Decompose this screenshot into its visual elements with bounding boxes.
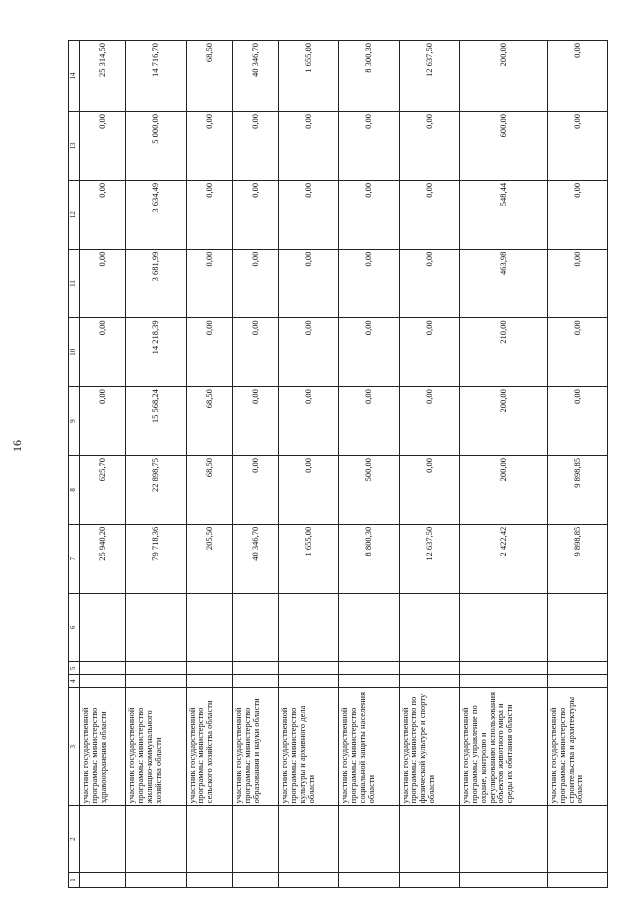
- table-row: [459, 41, 547, 888]
- col-header: 14: [69, 41, 80, 112]
- col-header: 11: [69, 249, 80, 318]
- cell-value-c14: 14 716,70: [126, 41, 186, 112]
- cell-empty: [186, 675, 232, 688]
- cell-participant: участник государственной программы: управление по охране, контролю и регулированию использования объектов животного мира и среды их обитания области: [459, 688, 547, 806]
- cell-empty: [232, 872, 278, 887]
- cell-empty: [339, 662, 399, 675]
- col-header: 4: [69, 675, 80, 688]
- cell-value-c12: 0,00: [279, 180, 339, 249]
- col-header: 5: [69, 662, 80, 675]
- col-header: 9: [69, 387, 80, 456]
- cell-value-c9: 68,50: [186, 387, 232, 456]
- col-header: 2: [69, 806, 80, 873]
- cell-empty: [547, 872, 607, 887]
- column-number-row: [69, 41, 80, 888]
- cell-value-c12: 0,00: [232, 180, 278, 249]
- cell-empty: [547, 662, 607, 675]
- cell-value-c7: 12 637,50: [399, 524, 459, 593]
- cell-empty: [80, 806, 126, 873]
- table-row: [339, 41, 399, 888]
- cell-value-c11: 0,00: [279, 249, 339, 318]
- col-header: 10: [69, 318, 80, 387]
- cell-value-c7: 1 655,00: [279, 524, 339, 593]
- cell-empty: [547, 593, 607, 662]
- cell-value-c11: 0,00: [186, 249, 232, 318]
- cell-empty: [232, 662, 278, 675]
- cell-value-c9: 0,00: [279, 387, 339, 456]
- cell-value-c11: 3 681,99: [126, 249, 186, 318]
- cell-value-c11: 0,00: [339, 249, 399, 318]
- cell-value-c8: 200,00: [459, 455, 547, 524]
- cell-empty: [126, 593, 186, 662]
- cell-value-c9: 0,00: [339, 387, 399, 456]
- cell-participant: участник государственной программы: министерство культуры и архивного дела области: [279, 688, 339, 806]
- cell-empty: [399, 806, 459, 873]
- cell-empty: [126, 675, 186, 688]
- cell-value-c10: 0,00: [232, 318, 278, 387]
- cell-value-c8: 500,00: [339, 455, 399, 524]
- cell-empty: [279, 872, 339, 887]
- cell-empty: [399, 675, 459, 688]
- cell-value-c10: 0,00: [80, 318, 126, 387]
- cell-value-c13: 0,00: [279, 112, 339, 181]
- cell-value-c14: 25 314,50: [80, 41, 126, 112]
- col-header: 6: [69, 593, 80, 662]
- cell-empty: [279, 662, 339, 675]
- cell-empty: [279, 593, 339, 662]
- page-number: 16: [10, 440, 24, 452]
- cell-empty: [232, 675, 278, 688]
- cell-participant: участник государственной программы: министерство социальной защиты населения области: [339, 688, 399, 806]
- cell-value-c8: 0,00: [232, 455, 278, 524]
- cell-empty: [547, 675, 607, 688]
- table-row: [186, 41, 232, 888]
- cell-value-c14: 40 346,70: [232, 41, 278, 112]
- cell-value-c13: 5 000,00: [126, 112, 186, 181]
- cell-value-c10: 14 218,39: [126, 318, 186, 387]
- cell-value-c11: 0,00: [547, 249, 607, 318]
- cell-empty: [459, 593, 547, 662]
- cell-value-c14: 8 300,30: [339, 41, 399, 112]
- cell-participant: участник государственной программы: министерство образования и науки области: [232, 688, 278, 806]
- cell-empty: [459, 806, 547, 873]
- cell-value-c9: 0,00: [399, 387, 459, 456]
- cell-empty: [232, 593, 278, 662]
- cell-empty: [399, 662, 459, 675]
- cell-empty: [339, 872, 399, 887]
- cell-value-c13: 0,00: [399, 112, 459, 181]
- cell-value-c11: 0,00: [80, 249, 126, 318]
- cell-empty: [186, 662, 232, 675]
- cell-value-c12: 548,44: [459, 180, 547, 249]
- cell-value-c11: 0,00: [232, 249, 278, 318]
- col-header: 1: [69, 872, 80, 887]
- cell-value-c13: 600,00: [459, 112, 547, 181]
- cell-participant: участник государственной программы: министерство по физической культуре и спорту области: [399, 688, 459, 806]
- cell-value-c14: 68,50: [186, 41, 232, 112]
- table-sheet: [68, 40, 608, 888]
- cell-value-c14: 0,00: [547, 41, 607, 112]
- cell-value-c8: 68,50: [186, 455, 232, 524]
- cell-value-c9: 200,00: [459, 387, 547, 456]
- cell-value-c12: 0,00: [186, 180, 232, 249]
- cell-value-c9: 15 568,24: [126, 387, 186, 456]
- cell-value-c12: 0,00: [80, 180, 126, 249]
- cell-value-c10: 0,00: [279, 318, 339, 387]
- cell-value-c11: 463,98: [459, 249, 547, 318]
- table-row: [80, 41, 126, 888]
- table-body: [80, 41, 608, 888]
- cell-empty: [232, 806, 278, 873]
- cell-empty: [279, 806, 339, 873]
- cell-value-c13: 0,00: [232, 112, 278, 181]
- col-header: 13: [69, 112, 80, 181]
- table-row: [547, 41, 607, 888]
- rotated-table-wrapper: [68, 40, 608, 888]
- cell-value-c7: 9 898,85: [547, 524, 607, 593]
- col-header: 12: [69, 180, 80, 249]
- cell-value-c7: 40 346,70: [232, 524, 278, 593]
- cell-value-c10: 0,00: [339, 318, 399, 387]
- cell-empty: [186, 593, 232, 662]
- cell-value-c12: 0,00: [399, 180, 459, 249]
- col-header: 7: [69, 524, 80, 593]
- col-header: 3: [69, 688, 80, 806]
- cell-empty: [339, 593, 399, 662]
- cell-value-c13: 0,00: [186, 112, 232, 181]
- cell-value-c10: 210,00: [459, 318, 547, 387]
- cell-participant: участник государственной программы: министерство строительства и архитектуры области: [547, 688, 607, 806]
- cell-value-c8: 625,70: [80, 455, 126, 524]
- cell-value-c14: 1 655,00: [279, 41, 339, 112]
- cell-value-c12: 0,00: [547, 180, 607, 249]
- cell-empty: [547, 806, 607, 873]
- cell-value-c8: 22 898,75: [126, 455, 186, 524]
- cell-empty: [459, 662, 547, 675]
- cell-value-c8: 0,00: [399, 455, 459, 524]
- cell-empty: [126, 662, 186, 675]
- cell-value-c14: 200,00: [459, 41, 547, 112]
- cell-value-c13: 0,00: [547, 112, 607, 181]
- cell-value-c14: 12 637,50: [399, 41, 459, 112]
- col-header: 8: [69, 455, 80, 524]
- cell-value-c7: 2 422,42: [459, 524, 547, 593]
- cell-value-c7: 25 940,20: [80, 524, 126, 593]
- budget-table: [68, 40, 608, 888]
- cell-participant: участник государственной программы: министерство сельского хозяйства области: [186, 688, 232, 806]
- table-row: [232, 41, 278, 888]
- cell-value-c7: 79 718,36: [126, 524, 186, 593]
- cell-value-c8: 0,00: [279, 455, 339, 524]
- cell-value-c9: 0,00: [547, 387, 607, 456]
- cell-empty: [339, 675, 399, 688]
- cell-empty: [80, 675, 126, 688]
- table-row: [399, 41, 459, 888]
- cell-value-c13: 0,00: [339, 112, 399, 181]
- cell-value-c12: 0,00: [339, 180, 399, 249]
- cell-empty: [459, 872, 547, 887]
- cell-empty: [126, 872, 186, 887]
- cell-participant: участник государственной программы: министерство жилищно-коммунального хозяйства области: [126, 688, 186, 806]
- cell-empty: [186, 806, 232, 873]
- cell-empty: [279, 675, 339, 688]
- cell-empty: [80, 662, 126, 675]
- cell-value-c11: 0,00: [399, 249, 459, 318]
- cell-empty: [339, 806, 399, 873]
- cell-empty: [80, 593, 126, 662]
- cell-value-c9: 0,00: [232, 387, 278, 456]
- cell-value-c10: 0,00: [186, 318, 232, 387]
- cell-value-c7: 8 800,30: [339, 524, 399, 593]
- table-row: [279, 41, 339, 888]
- cell-empty: [399, 872, 459, 887]
- cell-empty: [399, 593, 459, 662]
- cell-value-c10: 0,00: [547, 318, 607, 387]
- cell-empty: [126, 806, 186, 873]
- table-row: [126, 41, 186, 888]
- cell-value-c9: 0,00: [80, 387, 126, 456]
- cell-value-c8: 9 898,85: [547, 455, 607, 524]
- cell-empty: [459, 675, 547, 688]
- cell-participant: участник государственной программы: министерство здравоохранения области: [80, 688, 126, 806]
- cell-empty: [80, 872, 126, 887]
- cell-empty: [186, 872, 232, 887]
- cell-value-c12: 3 634,49: [126, 180, 186, 249]
- cell-value-c7: 205,50: [186, 524, 232, 593]
- cell-value-c13: 0,00: [80, 112, 126, 181]
- cell-value-c10: 0,00: [399, 318, 459, 387]
